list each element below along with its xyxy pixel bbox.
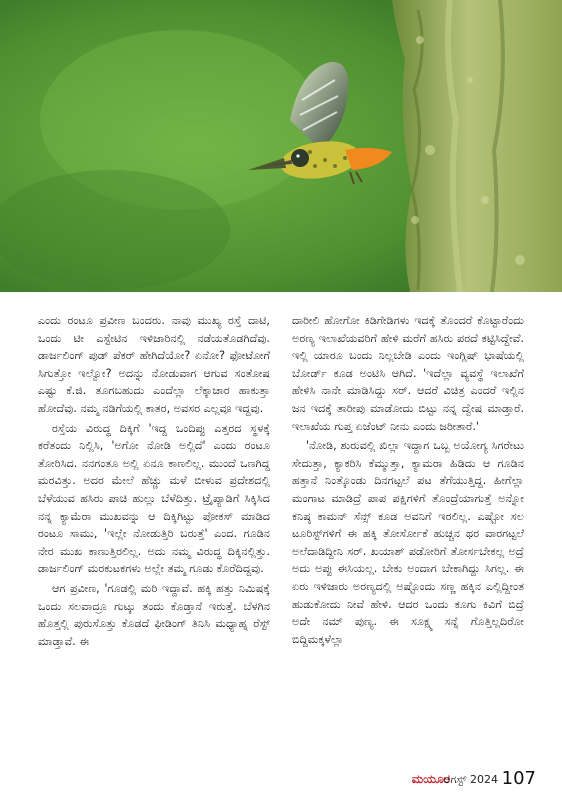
paragraph: 'ನೋಡಿ, ಶುರುವಲ್ಲಿ ಖಿಲ್ಲಾ ಇದ್ದಾಗ ಒಬ್ಬ ಅಯೋಗ್ಯ ಸಿಗರೇಟು ಸೇದುತ್ತಾ, ಕ್ಯಾಕರಿಸಿ ಕೆಮ್ಮುತ್ತಾ, ಕ್ಯಾಮರಾ ಹಿಡಿದು ಆ ಗೂಡಿನ ಹತ್ತಾನೆ ನಿಂತ್ಕೊಂಡು ದಿನಗಟ್ಟಲೆ ಪಟ ತೆಗೆಯುತ್ತಿದ್ದ. ಹೀಗೆಲ್ಲಾ ಮಂಗಾಟ ಮಾಡಿದ್ರೆ ಪಾಪ ಪಕ್ಷಿಗಳಿಗೆ ತೊಂದ್ರೆಯಾಗುತ್ತೆ ಅನ್ನೋ ಕನಿಷ್ಠ ಕಾಮನ್ ಸೆನ್ಸ್ ಕೂಡ ಅವನಿಗೆ ಇರಲಿಲ್ಲ. ಎಷ್ಟೋ ಸಲ ಟೂರಿಸ್ಟ್‌ಗಳಿಗೆ ಈ ಹಕ್ಕಿ ತೋರ್ಸೋಕೆ ಹುಚ್ಚನ ಥರ ವಾರಗಟ್ಟಲೆ ಅಲೆದಾಡಿದ್ದೀನಿ ಸರ್. ಖಯಾಶ್ ಪಡೋರಿಗೆ ತೋರ್ಸಬೇಕಲ್ಲ ಅದ್ರೆ ಅದು ಅಪ್ಪು ಈಸಿಯಲ್ಲ. ಬೇಕು ಅಂದಾಗ ಬೇಕಾಗಿದ್ದು ಸಿಗಲ್ಲ. ಈ ಏರು ಇಳಿಜಾರು ಅರಣ್ಯದಲ್ಲಿ ಅಷ್ಟೊಂದು ಸಣ್ಣ ಹಕ್ಕಿನ ಎಲ್ಲಿದ್ದೀಂತ ಹುಡುಕೋದು ನೀವೆ ಹೇಳಿ. ಆದರ ಒಂದು ಕೂಗು ಕಿವಿಗೆ ಬಿದ್ರೆ ಅದೇ ನಮ್ ಪುಣ್ಯ. ಈ ಸೂಕ್ಷ್ಮ ಸನ್ನೆ ಗೊತ್ತಿಲ್ಲದಿರೋ ಬಿದ್ದಿಮಕ್ಕಳೆಲ್ಲಾ <box>292 439 524 646</box>
paragraph: ದಾರೀಲಿ ಹೋಗೋ ಕಿಡಿಗೇಡಿಗಳು ಇದಕ್ಕೆ ತೊಂದರೆ ಕೊಟ್ಟಾರೆಂದು ಅರಣ್ಯ ಇಲಾಖೆಯವರಿಗೆ ಹೇಳಿ ಮರೆಗೆ ಹಸಿರು ಪರದೆ ಕಟ್ಟಿಸಿದ್ದೇವೆ. ಇಲ್ಲಿ ಯಾರೂ ಬಂದು ನಿಲ್ಲಬೇಡಿ ಎಂದು ಇಂಗ್ಲಿಷ್ ಭಾಷೆಯಲ್ಲಿ ಬೋರ್ಡ್ ಕೂಡ ಅಂಟಿಸಿ ಆಗಿದೆ. 'ಇದೆಲ್ಲಾ ವ್ಯವಸ್ಥೆ ಇಲಾಖೆಗೆ ಹೇಳಿಸಿ ನಾನೇ ಮಾಡಿಸಿದ್ದು ಸರ್. ಆದರೆ ವಿಚಿತ್ರ ಎಂದರೆ ಇಲ್ಲಿನ ಜನ ಇದಕ್ಕೆ ತಾರೀಪು ಮಾಡೋದು ಬಿಟ್ಟು ನನ್ನ ದ್ವೇಷ ಮಾಡ್ತಾರೆ. ಇಲಾಖೆಯ ಗುಪ್ತ ಏಜೆಂಟ್ ನೀನು ಎಂದು ಜರೀತಾರೆ.' <box>292 314 524 433</box>
bird-photo <box>0 0 562 292</box>
paragraph: ಆಗ ಪ್ರವೀಣ, 'ಗೂಡಲ್ಲಿ ಮರಿ ಇದ್ದಾವೆ. ಹಕ್ಕಿ ಹತ್ತು ನಿಮಿಷಕ್ಕೆ ಒಂದು ಸಲವಾದ್ರೂ ಗುಟ್ಕು ತಂದು ಕೊಡ್ತಾನೆ ಇರುತ್ತೆ. ಬೆಳಗಿನ ಹೊತ್ತಲ್ಲಿ ಪುರುಸೊತ್ತು ಕೊಡದೆ ಫೀಡಿಂಗ್ ತಿನಿಸಿ ಮಧ್ಯಾಹ್ನ ರೆಸ್ಟ್ ಮಾಡ್ತಾವೆ. ಈ <box>38 581 270 648</box>
mossy-tree-trunk <box>392 0 562 292</box>
page-footer <box>0 764 562 794</box>
paragraph: ರಸ್ತೆಯ ವಿರುದ್ಧ ದಿಕ್ಕಿಗೆ 'ಇದ್ದ ಒಂದಿಪ್ಪು ಎತ್ತರದ ಸ್ಥಳಕ್ಕೆ ಕರೆತಂದು ನಿಲ್ಲಿಸಿ, 'ಅಗೋ ನೋಡಿ ಅಲ್ಲಿದೆ' ಎಂದು ರಂಟೂ ತೋರಿಸಿದ. ನನಗಂತೂ ಅಲ್ಲಿ ಏನೂ ಕಾಣಲಿಲ್ಲ. ಮುಂದೆ ಒಣಗಿದ್ದ ಮರವಿತ್ತು. ಅದರ ಮೇಲೆ ಹೆಚ್ಚು ಮಳೆ ಬೀಳುವ ಪ್ರದೇಶದಲ್ಲಿ ಬೆಳೆಯುವ ಹಸಿರು ಪಾಚಿ ಹುಲ್ಲು ಬೆಳೆದಿತ್ತು. ಟ್ರೈಪ್ಯಾಡಿಗೆ ಸಿಕ್ಕಿಸಿದ ನನ್ನ ಕ್ಯಾಮೆರಾ ಮುಖವನ್ನು ಆ ದಿಕ್ಕಿಗಿಟ್ಟು ಪೋಕಸ್ ಮಾಡಿದ ರಂಟೂ ಸಾಮು, 'ಇಲ್ಲೇ ನೋಡುತ್ತಿರಿ ಬರುತ್ತೆ' ಎಂದ. ಗೂಡಿನ ನೇರ ಮುಖ ಕಾಣುತ್ತಿರಲಿಲ್ಲ. ಅದು ನಮ್ಮ ವಿರುದ್ಧ ದಿಕ್ಕಿನಲ್ಲಿತ್ತು. ಡಾರ್ಜಲಿಂಗ್ ಮರಕುಟಕಗಳು ಅಲ್ಲೇ ತಮ್ಮ ಗೂಡು ಕೊರೆದಿದ್ದವು. <box>38 421 270 576</box>
article-column-left <box>38 312 270 652</box>
article-body <box>38 312 528 762</box>
issue-date: ಆಗಸ್ಟ್ 2024 <box>443 773 498 786</box>
magazine-logo: ಮಯೂರ <box>411 772 450 786</box>
woodpecker-illustration <box>0 0 562 292</box>
page-number: 107 <box>501 768 536 789</box>
paragraph: ಎಂದು ರಂಟೂ ಪ್ರವೀಣ ಬಂದರು. ನಾವು ಮುಖ್ಯ ರಸ್ತೆ ದಾಟಿ, ಒಂದು ಟೀ ಎಸ್ಟೇಟಿನ ಇಳಿಜಾರಿನಲ್ಲಿ ನಡೆಯತೊಡಗಿದೆವು. ಡಾರ್ಜಲಿಂಗ್ ಪುಡ್ ಪೆಕರ್ ಹೇಗಿದೆಯೋ? ಏನೋ? ಫೋಟೋಗೆ ಸಿಗುತ್ತೋ ಇಲ್ವೋ? ಅದನ್ನು ನೋಡುವಾಗ ಆಗುವ ಸಂತೋಷ ಎಷ್ಟು ಕೆ.ಜಿ. ತೂಗಬಹುದು ಎಂದೆಲ್ಲಾ ಲೆಕ್ಕಾಚಾರ ಹಾಕುತ್ತಾ ಹೋದೆವು. ನಮ್ಮ ನಡಿಗೆಯಲ್ಲಿ ಕಾತರ, ಅವಸರ ಎಲ್ಲವೂ ಇದ್ದವು. <box>38 314 270 415</box>
article-column-right <box>292 312 524 650</box>
